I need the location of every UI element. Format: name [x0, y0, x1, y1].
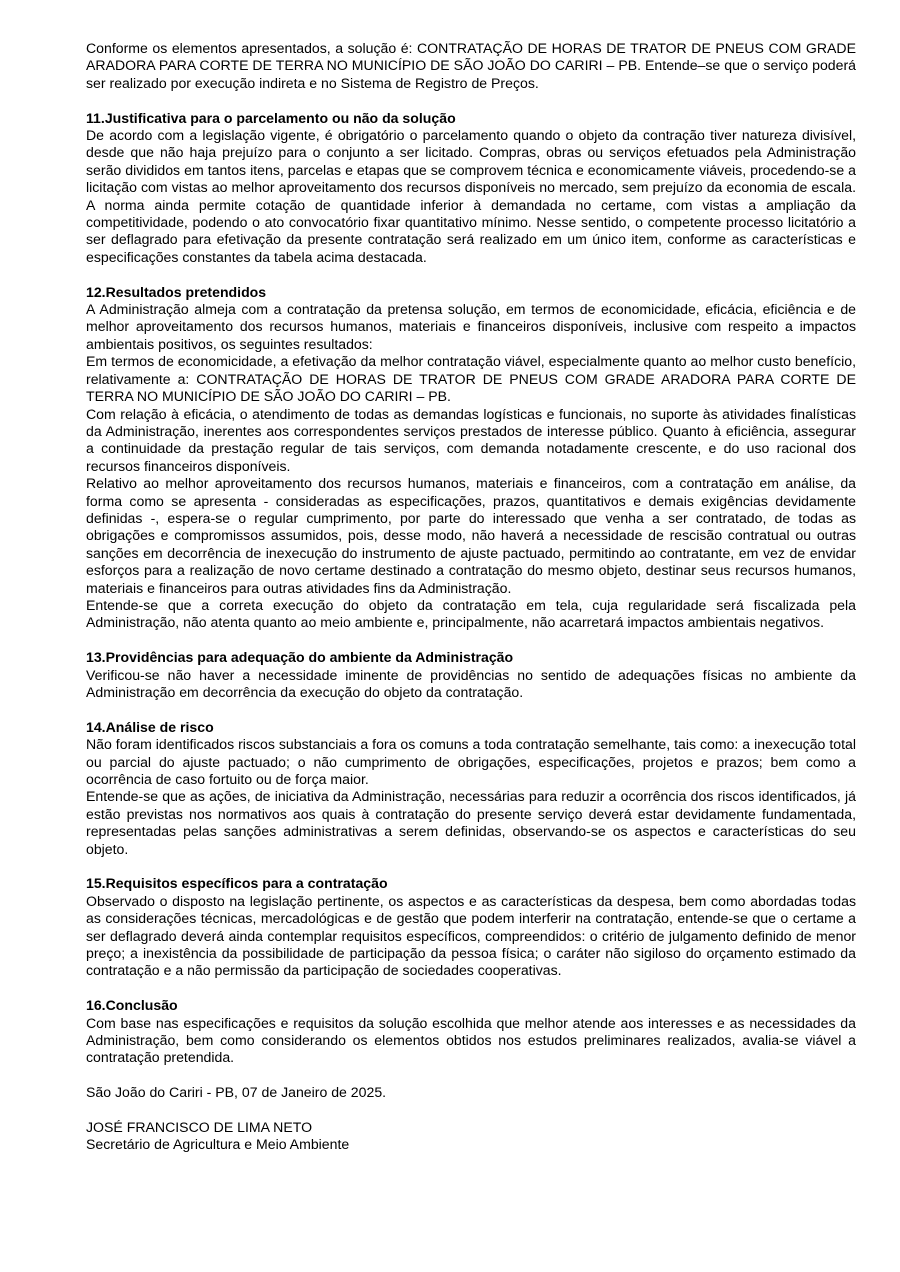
date-line: São João do Cariri - PB, 07 de Janeiro de 2025.	[86, 1084, 387, 1101]
intro-paragraph: Conforme os elementos apresentados, a solução é: CONTRATAÇÃO DE HORAS DE TRATOR DE PNEUS COM GRADE ARADORA PARA CORTE DE TERRA NO MUNICÍPIO DE SÃO JOÃO DO CARIRI – PB. Entende–se que o serviço poderá ser realizado por execução indireta e no Sistema de Registro de Preços.	[86, 40, 856, 91]
section-12-resultados	[86, 284, 856, 632]
section-paragraph: Com relação à eficácia, o atendimento de todas as demandas logísticas e funcionais, no suporte às atividades finalísticas da Administração, inerentes aos correspondentes serviços prestados de interesse público. Quanto à eficiência, assegurar a continuidade da prestação regular de tais serviços, com demanda notadamente crescente, e do uso racional dos recursos financeiros disponíveis.	[86, 405, 856, 474]
section-13-providencias	[86, 649, 856, 701]
section-16-conclusao	[86, 997, 856, 1067]
section-heading: 11.Justificativa para o parcelamento ou não da solução	[86, 109, 456, 126]
section-paragraph: Não foram identificados riscos substanciais a fora os comuns a toda contratação semelhante, tais como: a inexecução total ou parcial do ajuste pactuado; o não cumprimento de obrigações, especificações, projetos e prazos; bem como a ocorrência de caso fortuito ou de força maior.	[86, 736, 856, 787]
section-paragraph: De acordo com a legislação vigente, é obrigatório o parcelamento quando o objeto da contração tiver natureza divisível, desde que não haja prejuízo para o conjunto a ser licitado. Compras, obras ou serviços efetuados pela Administração serão divididos em tantos itens, parcelas e etapas que se comprovem técnica e economicamente viáveis, procedendo-se a licitação com vistas ao melhor aproveitamento dos recursos disponíveis no mercado, sem prejuízo da economia de escala. A norma ainda permite cotação de quantidade inferior à demandada no certame, com vistas a ampliação da competitividade, podendo o ato convocatório fixar quantitativo mínimo. Nesse sentido, o competente processo licitatório a ser deflagrado para efetivação da presente contratação será realizado em um único item, conforme as características e especificações constantes da tabela acima destacada.	[86, 127, 856, 265]
section-11-justificativa	[86, 110, 856, 267]
section-heading: 15.Requisitos específicos para a contratação	[86, 875, 388, 892]
section-paragraph: Verificou-se não haver a necessidade iminente de providências no sentido de adequações físicas no ambiente da Administração em decorrência da execução do objeto da contratação.	[86, 666, 856, 700]
signature-block	[86, 1119, 856, 1154]
section-14-analise-risco	[86, 719, 856, 858]
section-paragraph: Em termos de economicidade, a efetivação da melhor contratação viável, especialmente quanto ao melhor custo benefício, relativamente a: CONTRATAÇÃO DE HORAS DE TRATOR DE PNEUS COM GRADE ARADORA PARA CORTE DE TERRA NO MUNICÍPIO DE SÃO JOÃO DO CARIRI – PB.	[86, 353, 856, 405]
section-paragraph: Com base nas especificações e requisitos da solução escolhida que melhor atende aos interesses e as necessidades da Administração, bem como considerando os elementos obtidos nos estudos preliminares realizados, avalia-se viável a contratação pretendida.	[86, 1014, 856, 1066]
signatory-role: Secretário de Agricultura e Meio Ambiente	[86, 1136, 350, 1153]
section-paragraph: Relativo ao melhor aproveitamento dos recursos humanos, materiais e financeiros, com a contratação em análise, da forma como se apresenta - consideradas as especificações, prazos, quantitativos e demais exigências devidamente definidas -, espera-se o regular cumprimento, por parte do interessado que venha a ser contratado, de todas as obrigações e compromissos assumidos, pois, desse modo, não haverá a necessidade de rescisão contratual ou outras sanções em decorrência de inexecução do instrumento de ajuste pactuado, permitindo ao contratante, em vez de envidar esforços para a realização de novo certame destinado a contratação do mesmo objeto, destinar seus recursos humanos, materiais e financeiros para outras atividades fins da Administração.	[86, 475, 856, 596]
section-paragraph: A Administração almeja com a contratação da pretensa solução, em termos de economicidade, eficácia, eficiência e de melhor aproveitamento dos recursos humanos, materiais e financeiros disponíveis, inclusive com respeito a impactos ambientais positivos, os seguintes resultados:	[86, 301, 856, 352]
section-15-requisitos	[86, 875, 856, 979]
section-paragraph: Entende-se que a correta execução do objeto da contratação em tela, cuja regularidade será fiscalizada pela Administração, não atenta quanto ao meio ambiente e, principalmente, não acarretará impactos ambientais negativos.	[86, 596, 856, 631]
document-page	[86, 40, 856, 1154]
section-paragraph: Observado o disposto na legislação pertinente, os aspectos e as características da despesa, bem como abordadas todas as considerações técnicas, mercadológicas e de gestão que podem interferir na contratação, entende-se que o certame a ser deflagrado deverá ainda contemplar requisitos específicos, compreendidos: o critério de julgamento definido de menor preço; a inexistência da possibilidade de participação da pessoa física; o caráter não sigiloso do orçamento estimado da contratação e a não permissão da participação de sociedades cooperativas.	[86, 892, 856, 979]
section-heading: 14.Análise de risco	[86, 718, 214, 735]
section-heading: 12.Resultados pretendidos	[86, 283, 267, 300]
section-heading: 16.Conclusão	[86, 997, 178, 1014]
signatory-name: JOSÉ FRANCISCO DE LIMA NETO	[86, 1119, 313, 1136]
section-heading: 13.Providências para adequação do ambiente da Administração	[86, 649, 514, 666]
section-paragraph: Entende-se que as ações, de iniciativa da Administração, necessárias para reduzir a ocorrência dos riscos identificados, já estão previstas nos normativos aos quais à contratação do presente serviço deverá estar devidamente fundamentada, representadas pelas sanções administrativas a serem definidas, observando-se os aspectos e características do seu objeto.	[86, 788, 856, 857]
